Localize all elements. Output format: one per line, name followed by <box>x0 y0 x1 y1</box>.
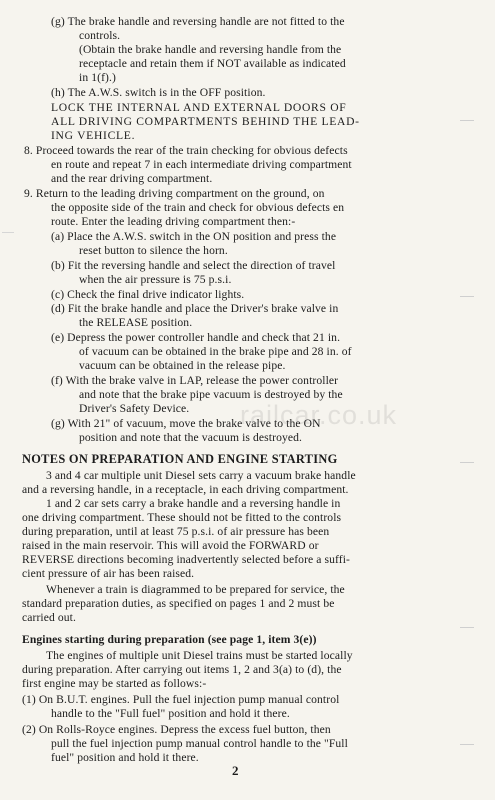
text-line: first engine may be started as follows:- <box>22 677 207 690</box>
text-line: when the air pressure is 75 p.s.i. <box>79 273 232 286</box>
text-line: during preparation, until at least 75 p.s.i. of air pressure has been <box>22 525 330 538</box>
text-line: the opposite side of the train and check for obvious defects en <box>51 201 345 214</box>
text-line: (Obtain the brake handle and reversing handle from the <box>79 43 342 56</box>
text-line: raised in the main reservoir. This will avoid the FORWARD or <box>22 539 319 552</box>
watermark: railcar.co.uk <box>240 400 398 430</box>
text-line: of vacuum can be obtained in the brake pipe and 28 in. of <box>79 345 352 358</box>
text-line: ING VEHICLE. <box>51 129 136 142</box>
text-line: (d) Fit the brake handle and place the Driver's brake valve in <box>51 302 339 315</box>
text-line: and note that the brake pipe vacuum is destroyed by the <box>79 388 343 401</box>
text-line: carried out. <box>22 611 76 624</box>
text-line: (a) Place the A.W.S. switch in the ON position and press the <box>51 230 337 243</box>
text-line: (g) The brake handle and reversing handle are not fitted to the <box>51 15 345 28</box>
margin-mark <box>460 462 474 463</box>
text-line: (c) Check the final drive indicator lights. <box>51 288 245 301</box>
text-line: The engines of multiple unit Diesel trains must be started locally <box>46 649 353 662</box>
section-heading: NOTES ON PREPARATION AND ENGINE STARTING <box>22 452 338 466</box>
text-line: one driving compartment. These should not be fitted to the controls <box>22 511 342 524</box>
margin-mark <box>460 744 474 745</box>
text-line: Driver's Safety Device. <box>79 402 190 415</box>
text-line: reset button to silence the horn. <box>79 244 228 257</box>
text-line: in 1(f).) <box>79 71 116 84</box>
text-line: REVERSE directions becoming inadvertently selected before a suffi- <box>22 553 351 566</box>
text-line: the RELEASE position. <box>79 316 193 329</box>
text-line: pull the fuel injection pump manual control handle to the "Full <box>51 737 348 750</box>
text-line: 3 and 4 car multiple unit Diesel sets carry a vacuum brake handle <box>46 469 356 482</box>
text-line: ALL DRIVING COMPARTMENTS BEHIND THE LEAD- <box>51 115 360 128</box>
page-number: 2 <box>232 763 239 778</box>
margin-mark <box>2 232 14 233</box>
text-line: fuel" position and hold it there. <box>51 751 199 764</box>
text-line: standard preparation duties, as specified on pages 1 and 2 must be <box>22 597 335 610</box>
text-line: (2) On Rolls-Royce engines. Depress the excess fuel button, then <box>22 723 331 736</box>
text-line: and a reversing handle, in a receptacle, in each driving compartment. <box>22 483 349 496</box>
text-line: vacuum can be obtained in the release pipe. <box>79 359 286 372</box>
text-line: (1) On B.U.T. engines. Pull the fuel injection pump manual control <box>22 693 340 706</box>
text-line: (h) The A.W.S. switch is in the OFF position. <box>51 86 266 99</box>
text-line: receptacle and retain them if NOT available as indicated <box>79 57 346 70</box>
margin-mark <box>460 627 474 628</box>
text-line: during preparation. After carrying out items 1, 2 and 3(a) to (d), the <box>22 663 342 676</box>
subsection-heading: Engines starting during preparation (see page 1, item 3(e)) <box>22 633 317 646</box>
text-line: cient pressure of air has been raised. <box>22 567 195 580</box>
text-line: (g) With 21" of vacuum, move the brake valve to the ON <box>51 417 321 430</box>
margin-mark <box>460 296 474 297</box>
text-line: controls. <box>79 29 121 42</box>
text-line: route. Enter the leading driving compartment then:- <box>51 215 296 228</box>
text-line: position and note that the vacuum is destroyed. <box>79 431 303 444</box>
text-line: 9. Return to the leading driving compartment on the ground, on <box>24 187 325 200</box>
text-line: Whenever a train is diagrammed to be prepared for service, the <box>46 583 345 596</box>
text-line: handle to the "Full fuel" position and hold it there. <box>51 707 290 720</box>
text-line: (b) Fit the reversing handle and select the direction of travel <box>51 259 336 272</box>
margin-mark <box>460 120 474 121</box>
text-line: en route and repeat 7 in each intermediate driving compartment <box>51 158 352 171</box>
text-line: (f) With the brake valve in LAP, release the power controller <box>51 374 339 387</box>
text-line: 8. Proceed towards the rear of the train checking for obvious defects <box>24 144 348 157</box>
text-line: (e) Depress the power controller handle and check that 21 in. <box>51 331 341 344</box>
text-line: and the rear driving compartment. <box>51 172 213 185</box>
text-line: LOCK THE INTERNAL AND EXTERNAL DOORS OF <box>51 101 347 114</box>
text-line: 1 and 2 car sets carry a brake handle and a reversing handle in <box>46 497 341 510</box>
